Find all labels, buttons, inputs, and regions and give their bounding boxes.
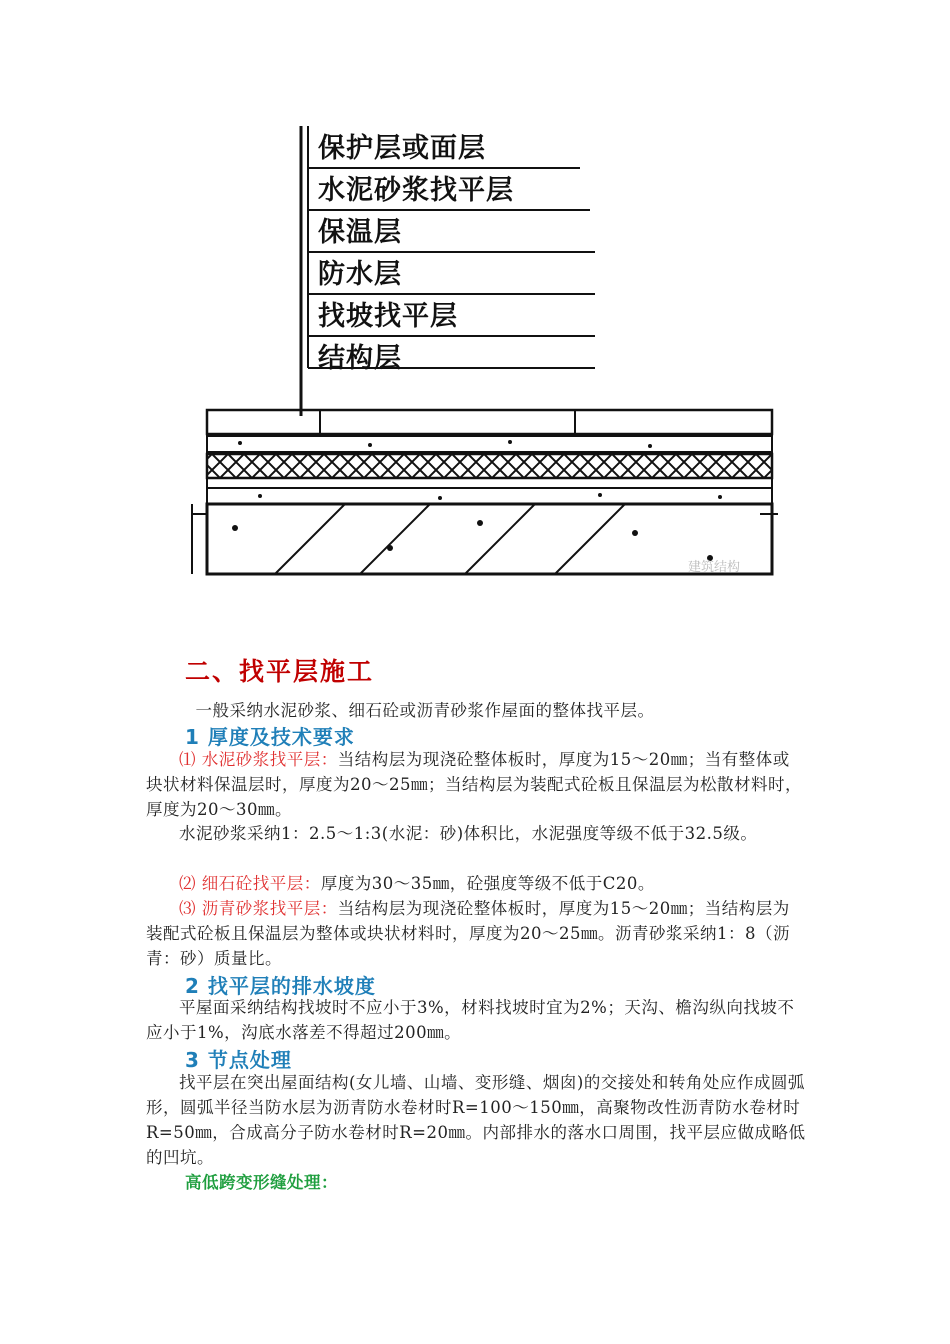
paragraph-fine-concrete — [146, 871, 806, 896]
item-label: ⑵ 细石砼找平层： — [179, 874, 321, 893]
item-text: 厚度为30～35㎜，砼强度等级不低于C20。 — [320, 874, 655, 893]
layer-label-structure: 结构层 — [318, 343, 402, 374]
roof-layer-diagram — [180, 118, 780, 588]
item-label: ⑶ 沥青砂浆找平层： — [179, 899, 338, 918]
image-watermark: 建筑结构 — [688, 560, 741, 575]
paragraph-mortar-ratio: 水泥砂浆采纳1：2.5～1:3(水泥：砂)体积比，水泥强度等级不低于32.5级。 — [179, 824, 758, 843]
section-title: 二、找平层施工 — [185, 657, 375, 686]
paragraph-asphalt-mortar — [146, 896, 806, 971]
layer-label-waterproof: 防水层 — [318, 259, 402, 290]
subsection-heading-nodes: 3 节点处理 — [185, 1048, 292, 1072]
subsection-heading-thickness: 1 厚度及技术要求 — [185, 725, 355, 749]
layer-label-mortar: 水泥砂浆找平层 — [318, 175, 514, 206]
item-label: ⑴ 水泥砂浆找平层： — [179, 750, 338, 769]
subsection-heading-drainage: 2 找平层的排水坡度 — [185, 974, 376, 998]
paragraph-nodes: 找平层在突出屋面结构(女儿墙、山墙、变形缝、烟囱)的交接处和转角处应作成圆弧形，圆弧半径当防水层为沥青防水卷材时R=100～150㎜，高聚物改性沥青防水卷材时R=50㎜，合成高分子防水卷材时R=20㎜。内部排水的落水口周围，找平层应做成略低的凹坑。 — [146, 1073, 806, 1167]
layer-label-surface: 保护层或面层 — [318, 133, 486, 164]
item-text: 当结构层为现浇砼整体板时，厚度为15～20㎜；当结构层为装配式砼板且保温层为整体或块状材料时，厚度为20～25㎜。沥青砂浆采纳1：8（沥青：砂）质量比。 — [146, 899, 790, 968]
intro-paragraph: 一般采纳水泥砂浆、细石砼或沥青砂浆作屋面的整体找平层。 — [195, 701, 655, 720]
layer-label-insulation: 保温层 — [318, 217, 402, 248]
note-expansion-joint: 高低跨变形缝处理： — [185, 1173, 338, 1192]
layer-label-slope: 找坡找平层 — [318, 301, 458, 332]
item-text: 当结构层为现浇砼整体板时，厚度为15～20㎜；当有整体或块状材料保温层时，厚度为20～25㎜；当结构层为装配式砼板且保温层为松散材料时，厚度为20～30㎜。 — [146, 750, 802, 819]
paragraph-cement-mortar — [146, 747, 806, 822]
paragraph-drainage: 平屋面采纳结构找坡时不应小于3%，材料找坡时宜为2%；天沟、檐沟纵向找坡不应小于1%，沟底水落差不得超过200㎜。 — [146, 998, 795, 1042]
